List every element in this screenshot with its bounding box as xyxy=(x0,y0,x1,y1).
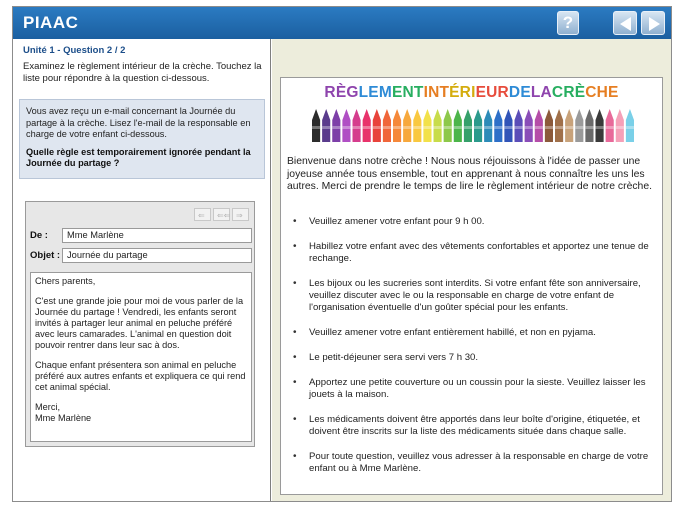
crayon-icon xyxy=(434,109,442,142)
crayon-icon xyxy=(555,109,563,142)
rule-item[interactable]: • Pour toute question, veuillez vous adresser à la responsable en charge de votre enfant ou à Mme Marlène. xyxy=(289,451,657,475)
question-panel xyxy=(13,39,271,501)
stimulus-panel xyxy=(272,39,671,501)
title-segment: ÉRI xyxy=(449,84,476,101)
crayon-icon xyxy=(393,109,401,142)
rule-item[interactable]: • Apportez une petite couverture ou un coussin pour la sieste. Veuillez laisser les jouets à la maison. xyxy=(289,377,657,401)
crayon-icon xyxy=(353,109,361,142)
arrow-left-icon xyxy=(620,17,631,31)
crayon-icon xyxy=(484,109,492,142)
arrow-left-icon: ⇐ xyxy=(198,211,205,220)
title-segment: RÈG xyxy=(324,84,359,101)
crayon-icon xyxy=(565,109,573,142)
crayon-icon xyxy=(464,109,472,142)
rules-list[interactable] xyxy=(289,216,657,475)
crayon-icon xyxy=(606,109,614,142)
rule-item[interactable]: • Le petit-déjeuner sera servi vers 7 h 30. xyxy=(289,352,657,364)
top-bar xyxy=(13,7,671,39)
rule-item[interactable]: • Veuillez amener votre enfant pour 9 h 00. xyxy=(289,216,657,228)
crayons-banner xyxy=(311,108,635,142)
email-viewer xyxy=(25,201,255,447)
question-instructions: Examinez le règlement intérieur de la crèche. Touchez la liste pour répondre à la question ci-dessous. xyxy=(23,61,262,84)
back-button[interactable] xyxy=(613,11,637,35)
crayon-icon xyxy=(363,109,371,142)
from-field: Mme Marlène xyxy=(62,228,252,243)
crayon-icon xyxy=(423,109,431,142)
title-segment: CHE xyxy=(585,84,619,101)
crayon-icon xyxy=(525,109,533,142)
email-paragraph: C'est une grande joie pour moi de vous parler de la Journée du partage ! Vendredi, les enfants seront invités à partager leur animal en peluche préféré avec leurs camarades. L'animal en question doit pouvoir rentrer dans leur sac à dos. xyxy=(35,296,244,350)
crayon-icon xyxy=(403,109,411,142)
help-button[interactable] xyxy=(557,11,579,35)
rule-item[interactable]: • Habillez votre enfant avec des vêtements confortables et apportez une tenue de rechange. xyxy=(289,241,657,265)
rule-item[interactable]: • Les bijoux ou les sucreries sont interdits. Si votre enfant fête son anniversaire, veuillez discuter avec le ou la responsable en charge de votre enfant de l'organisation éventuelle d'un goûter spécial pour les enfants. xyxy=(289,278,657,314)
app-window xyxy=(12,6,672,502)
crayon-icon xyxy=(596,109,604,142)
arrow-right-icon: ⇒ xyxy=(236,211,243,220)
title-segment: INT xyxy=(423,84,450,101)
email-greeting: Chers parents, xyxy=(35,276,96,286)
crayon-icon xyxy=(312,109,320,142)
rules-document xyxy=(280,77,663,495)
rule-item[interactable]: • Les médicaments doivent être apportés dans leur boîte d'origine, étiquetée, et doivent être inscrits sur la liste des médicaments située dans chaque salle. xyxy=(289,414,657,438)
question-context: Vous avez reçu un e-mail concernant la Journée du partage à la crèche. Lisez l'e-mail de la responsable en charge de votre enfant ci-dessous. xyxy=(26,106,251,139)
title-segment: EUR xyxy=(475,84,509,101)
crayon-icon xyxy=(535,109,543,142)
question-box xyxy=(19,99,265,179)
app-title: PIAAC xyxy=(23,13,79,32)
next-button[interactable] xyxy=(641,11,665,35)
crayon-icon xyxy=(444,109,452,142)
crayon-icon xyxy=(545,109,553,142)
email-prev-button[interactable] xyxy=(194,208,211,221)
document-title xyxy=(281,84,662,102)
title-segment: CRÈ xyxy=(551,84,586,101)
rule-item[interactable]: • Veuillez amener votre enfant entièrement habillé, et non en pyjama. xyxy=(289,327,657,339)
document-intro: Bienvenue dans notre crèche ! Nous nous réjouissons à l'idée de passer une joyeuse année tous ensemble, tout en apprenant à nous connaître les uns les autres. Merci de prendre le temps de lire le règlement intérieur de notre crèche. xyxy=(287,156,653,192)
double-arrow-left-icon: ⇐⇐ xyxy=(217,211,231,220)
crayon-icon xyxy=(332,109,340,142)
crayon-icon xyxy=(413,109,421,142)
subject-label: Objet : xyxy=(30,250,61,261)
title-segment: ENT xyxy=(391,84,424,101)
question-prompt: Quelle règle est temporairement ignorée pendant la Journée du partage ? xyxy=(26,146,251,168)
email-closing: Merci, xyxy=(35,402,61,412)
email-signature: Mme Marlène xyxy=(35,413,92,423)
subject-field: Journée du partage xyxy=(62,248,252,263)
help-icon: ? xyxy=(562,13,574,32)
email-paragraph: Chaque enfant présentera son animal en peluche préféré aux autres enfants et expliquera ce qui rend cet animal spécial. xyxy=(35,360,246,392)
email-body xyxy=(30,272,252,442)
crayon-icon xyxy=(454,109,462,142)
crayon-icon xyxy=(616,109,624,142)
from-label: De : xyxy=(30,230,48,241)
title-segment: LEM xyxy=(358,84,392,101)
email-first-button[interactable] xyxy=(213,208,230,221)
email-next-button[interactable] xyxy=(232,208,249,221)
crayon-icon xyxy=(504,109,512,142)
arrow-right-icon xyxy=(649,17,660,31)
crayon-icon xyxy=(585,109,593,142)
crayon-icon xyxy=(575,109,583,142)
question-title: Unité 1 - Question 2 / 2 xyxy=(23,45,126,56)
crayon-icon xyxy=(322,109,330,142)
title-segment: DE xyxy=(508,84,531,101)
title-segment: LA xyxy=(530,84,552,101)
crayon-icon xyxy=(383,109,391,142)
crayon-icon xyxy=(342,109,350,142)
crayon-icon xyxy=(494,109,502,142)
crayon-icon xyxy=(474,109,482,142)
crayon-icon xyxy=(515,109,523,142)
crayon-icon xyxy=(626,109,634,142)
crayon-icon xyxy=(373,109,381,142)
